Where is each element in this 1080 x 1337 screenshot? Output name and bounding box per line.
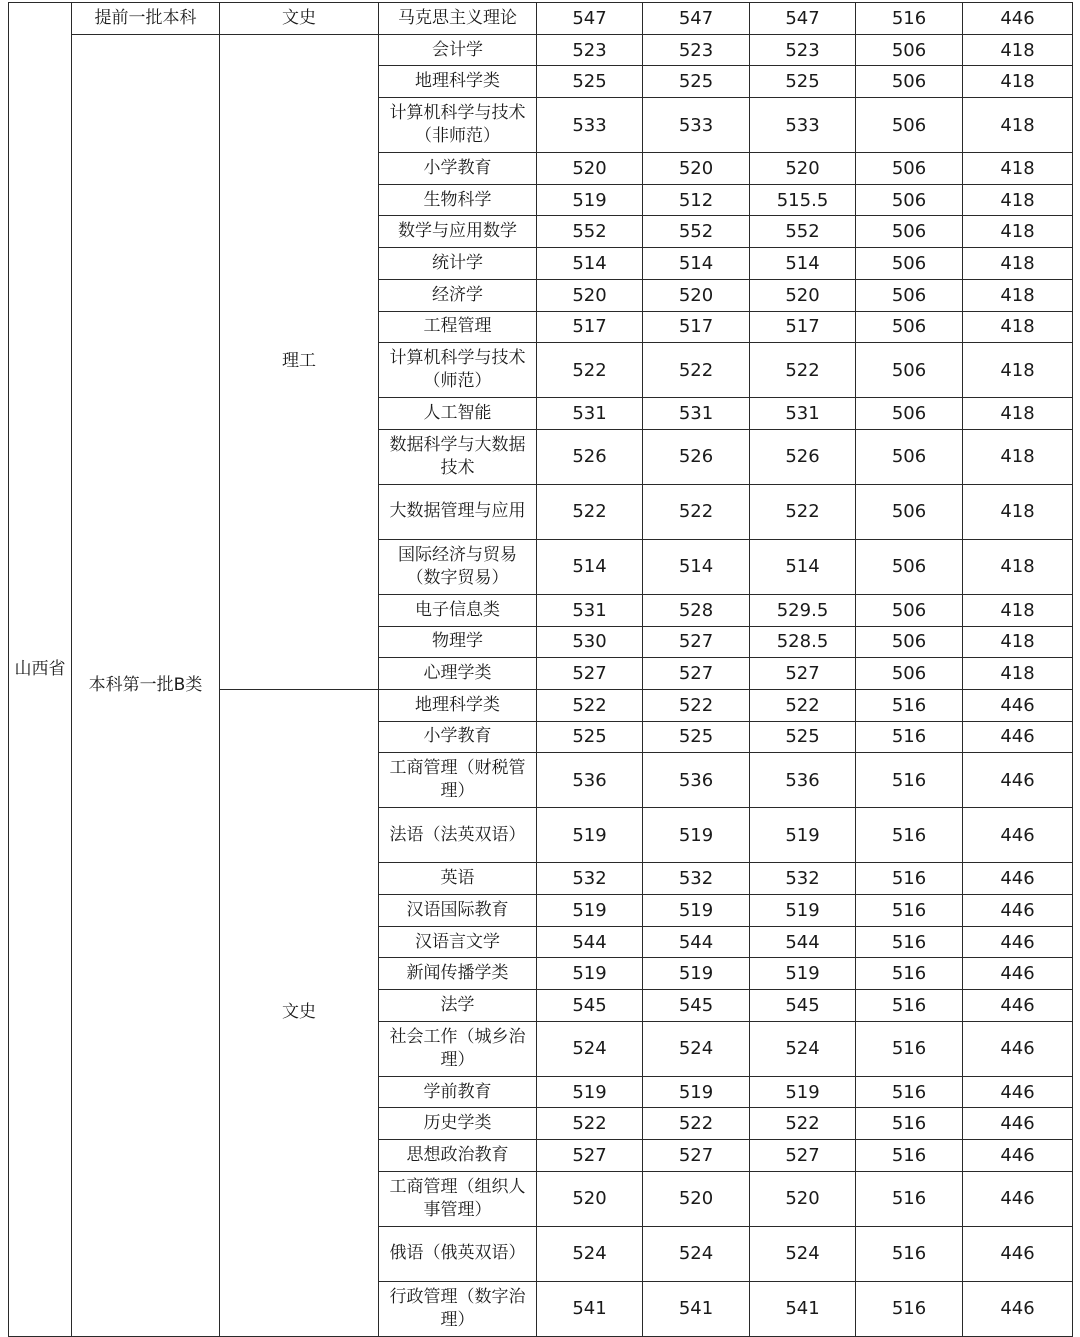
score-col-1: 531: [537, 594, 643, 626]
score-col-5: 418: [963, 248, 1073, 280]
score-col-1: 533: [537, 98, 643, 153]
score-col-1: 522: [537, 1108, 643, 1140]
score-col-3: 533: [750, 98, 856, 153]
score-col-4: 506: [856, 248, 963, 280]
score-col-1: 522: [537, 484, 643, 539]
score-col-5: 446: [963, 721, 1073, 753]
province-cell: 山西省: [9, 3, 72, 1337]
score-col-2: 522: [643, 343, 750, 398]
score-col-5: 418: [963, 153, 1073, 185]
score-col-4: 506: [856, 311, 963, 343]
score-col-2: 527: [643, 658, 750, 690]
score-col-1: 519: [537, 958, 643, 990]
score-col-5: 446: [963, 3, 1073, 35]
score-col-1: 519: [537, 808, 643, 863]
score-col-4: 506: [856, 658, 963, 690]
score-col-3: 515.5: [750, 184, 856, 216]
score-col-3: 520: [750, 279, 856, 311]
major-cell: 新闻传播学类: [379, 958, 537, 990]
score-col-3: 541: [750, 1281, 856, 1336]
score-col-1: 524: [537, 1226, 643, 1281]
score-col-3: 528.5: [750, 626, 856, 658]
score-col-2: 527: [643, 626, 750, 658]
score-col-3: 519: [750, 808, 856, 863]
score-col-1: 517: [537, 311, 643, 343]
major-cell: 统计学: [379, 248, 537, 280]
score-col-2: 531: [643, 398, 750, 430]
score-col-5: 418: [963, 279, 1073, 311]
score-col-4: 506: [856, 594, 963, 626]
score-col-4: 516: [856, 1171, 963, 1226]
major-cell: 电子信息类: [379, 594, 537, 626]
score-col-1: 545: [537, 990, 643, 1022]
score-col-4: 506: [856, 343, 963, 398]
major-cell: 地理科学类: [379, 66, 537, 98]
score-col-2: 532: [643, 863, 750, 895]
score-col-5: 418: [963, 594, 1073, 626]
score-col-2: 525: [643, 721, 750, 753]
score-col-5: 418: [963, 216, 1073, 248]
major-cell: 人工智能: [379, 398, 537, 430]
major-cell: 工商管理（财税管理）: [379, 753, 537, 808]
score-col-3: 525: [750, 721, 856, 753]
score-col-3: 524: [750, 1021, 856, 1076]
major-cell: 数据科学与大数据技术: [379, 429, 537, 484]
score-col-4: 516: [856, 3, 963, 35]
score-col-3: 527: [750, 1140, 856, 1172]
score-col-1: 514: [537, 539, 643, 594]
score-col-4: 506: [856, 216, 963, 248]
score-col-1: 526: [537, 429, 643, 484]
score-col-3: 519: [750, 895, 856, 927]
score-col-2: 536: [643, 753, 750, 808]
score-col-1: 522: [537, 343, 643, 398]
major-cell: 国际经济与贸易（数字贸易）: [379, 539, 537, 594]
score-col-1: 514: [537, 248, 643, 280]
score-col-4: 516: [856, 863, 963, 895]
score-col-4: 516: [856, 689, 963, 721]
score-col-2: 520: [643, 279, 750, 311]
major-cell: 地理科学类: [379, 689, 537, 721]
score-col-4: 506: [856, 279, 963, 311]
score-col-5: 446: [963, 1281, 1073, 1336]
score-col-4: 506: [856, 429, 963, 484]
score-col-4: 516: [856, 808, 963, 863]
score-col-5: 446: [963, 1108, 1073, 1140]
score-col-5: 446: [963, 1021, 1073, 1076]
score-col-5: 418: [963, 34, 1073, 66]
score-col-4: 516: [856, 990, 963, 1022]
score-col-3: 536: [750, 753, 856, 808]
score-col-5: 418: [963, 484, 1073, 539]
score-col-3: 517: [750, 311, 856, 343]
major-cell: 数学与应用数学: [379, 216, 537, 248]
score-col-2: 517: [643, 311, 750, 343]
major-cell: 学前教育: [379, 1076, 537, 1108]
major-cell: 计算机科学与技术（非师范）: [379, 98, 537, 153]
score-col-2: 544: [643, 926, 750, 958]
score-col-3: 532: [750, 863, 856, 895]
major-cell: 心理学类: [379, 658, 537, 690]
score-col-5: 418: [963, 429, 1073, 484]
score-col-3: 522: [750, 1108, 856, 1140]
score-col-1: 520: [537, 279, 643, 311]
score-col-5: 446: [963, 1171, 1073, 1226]
score-col-3: 531: [750, 398, 856, 430]
score-col-5: 446: [963, 895, 1073, 927]
score-col-3: 545: [750, 990, 856, 1022]
score-col-5: 446: [963, 1140, 1073, 1172]
score-col-3: 552: [750, 216, 856, 248]
score-col-5: 418: [963, 184, 1073, 216]
score-col-5: 446: [963, 958, 1073, 990]
score-col-3: 520: [750, 153, 856, 185]
batch-cell: 提前一批本科: [72, 3, 220, 35]
score-col-3: 547: [750, 3, 856, 35]
score-col-2: 514: [643, 539, 750, 594]
score-col-3: 522: [750, 689, 856, 721]
score-col-5: 446: [963, 689, 1073, 721]
score-col-2: 528: [643, 594, 750, 626]
major-cell: 小学教育: [379, 153, 537, 185]
table-row: [9, 34, 1073, 66]
major-cell: 经济学: [379, 279, 537, 311]
score-col-1: 531: [537, 398, 643, 430]
score-col-4: 516: [856, 1140, 963, 1172]
score-col-5: 418: [963, 66, 1073, 98]
score-col-1: 519: [537, 895, 643, 927]
score-col-5: 418: [963, 98, 1073, 153]
score-col-4: 516: [856, 1226, 963, 1281]
score-col-3: 527: [750, 658, 856, 690]
major-cell: 工商管理（组织人事管理）: [379, 1171, 537, 1226]
score-col-2: 527: [643, 1140, 750, 1172]
score-col-1: 547: [537, 3, 643, 35]
major-cell: 会计学: [379, 34, 537, 66]
score-col-1: 522: [537, 689, 643, 721]
score-col-1: 527: [537, 1140, 643, 1172]
major-cell: 法语（法英双语）: [379, 808, 537, 863]
major-cell: 英语: [379, 863, 537, 895]
major-cell: 小学教育: [379, 721, 537, 753]
score-col-4: 506: [856, 626, 963, 658]
score-col-5: 446: [963, 863, 1073, 895]
score-col-1: 519: [537, 184, 643, 216]
score-col-2: 541: [643, 1281, 750, 1336]
score-col-4: 516: [856, 958, 963, 990]
score-col-4: 516: [856, 1021, 963, 1076]
score-col-5: 446: [963, 808, 1073, 863]
major-cell: 俄语（俄英双语）: [379, 1226, 537, 1281]
score-col-5: 446: [963, 1076, 1073, 1108]
score-col-1: 525: [537, 721, 643, 753]
score-col-2: 522: [643, 1108, 750, 1140]
score-col-3: 514: [750, 248, 856, 280]
score-col-4: 506: [856, 153, 963, 185]
score-col-2: 547: [643, 3, 750, 35]
score-col-5: 418: [963, 539, 1073, 594]
score-col-4: 516: [856, 1076, 963, 1108]
score-col-2: 524: [643, 1021, 750, 1076]
major-cell: 法学: [379, 990, 537, 1022]
score-col-4: 506: [856, 98, 963, 153]
score-col-4: 506: [856, 34, 963, 66]
score-col-2: 525: [643, 66, 750, 98]
score-col-1: 544: [537, 926, 643, 958]
subject-cell: 文史: [220, 3, 379, 35]
score-col-2: 545: [643, 990, 750, 1022]
score-col-1: 552: [537, 216, 643, 248]
score-col-5: 418: [963, 343, 1073, 398]
major-cell: 社会工作（城乡治理）: [379, 1021, 537, 1076]
score-col-5: 446: [963, 926, 1073, 958]
subject-cell: 理工: [220, 34, 379, 689]
score-col-1: 524: [537, 1021, 643, 1076]
score-col-3: 526: [750, 429, 856, 484]
major-cell: 行政管理（数字治理）: [379, 1281, 537, 1336]
score-col-4: 506: [856, 398, 963, 430]
score-col-3: 529.5: [750, 594, 856, 626]
major-cell: 思想政治教育: [379, 1140, 537, 1172]
score-col-2: 519: [643, 1076, 750, 1108]
major-cell: 物理学: [379, 626, 537, 658]
score-col-4: 516: [856, 895, 963, 927]
score-col-2: 519: [643, 958, 750, 990]
major-cell: 历史学类: [379, 1108, 537, 1140]
score-col-3: 522: [750, 484, 856, 539]
table-row: [9, 3, 1073, 35]
score-col-3: 525: [750, 66, 856, 98]
score-col-5: 446: [963, 990, 1073, 1022]
score-col-1: 519: [537, 1076, 643, 1108]
score-col-1: 520: [537, 153, 643, 185]
major-cell: 大数据管理与应用: [379, 484, 537, 539]
score-col-3: 520: [750, 1171, 856, 1226]
score-col-3: 524: [750, 1226, 856, 1281]
score-col-1: 525: [537, 66, 643, 98]
major-cell: 生物科学: [379, 184, 537, 216]
score-col-2: 533: [643, 98, 750, 153]
score-col-4: 506: [856, 66, 963, 98]
subject-cell: 文史: [220, 689, 379, 1336]
score-col-1: 532: [537, 863, 643, 895]
score-col-3: 514: [750, 539, 856, 594]
major-cell: 汉语国际教育: [379, 895, 537, 927]
score-col-5: 418: [963, 398, 1073, 430]
score-col-1: 536: [537, 753, 643, 808]
score-col-4: 516: [856, 926, 963, 958]
score-col-5: 418: [963, 626, 1073, 658]
score-table: [8, 2, 1073, 1337]
score-col-4: 506: [856, 539, 963, 594]
score-col-1: 527: [537, 658, 643, 690]
score-col-2: 522: [643, 484, 750, 539]
score-col-2: 523: [643, 34, 750, 66]
score-col-4: 516: [856, 721, 963, 753]
score-col-1: 523: [537, 34, 643, 66]
score-col-1: 520: [537, 1171, 643, 1226]
score-col-4: 516: [856, 1108, 963, 1140]
score-col-3: 519: [750, 958, 856, 990]
score-col-2: 524: [643, 1226, 750, 1281]
score-col-3: 544: [750, 926, 856, 958]
major-cell: 工程管理: [379, 311, 537, 343]
score-col-3: 522: [750, 343, 856, 398]
score-col-1: 541: [537, 1281, 643, 1336]
score-col-4: 506: [856, 184, 963, 216]
score-col-2: 520: [643, 153, 750, 185]
major-cell: 马克思主义理论: [379, 3, 537, 35]
score-col-4: 506: [856, 484, 963, 539]
score-col-2: 526: [643, 429, 750, 484]
score-col-2: 552: [643, 216, 750, 248]
score-col-2: 514: [643, 248, 750, 280]
score-col-2: 512: [643, 184, 750, 216]
batch-cell: 本科第一批B类: [72, 34, 220, 1336]
score-col-5: 418: [963, 658, 1073, 690]
score-col-2: 519: [643, 808, 750, 863]
score-col-5: 446: [963, 1226, 1073, 1281]
score-col-1: 530: [537, 626, 643, 658]
score-col-5: 418: [963, 311, 1073, 343]
score-col-2: 520: [643, 1171, 750, 1226]
major-cell: 汉语言文学: [379, 926, 537, 958]
score-col-2: 522: [643, 689, 750, 721]
score-col-4: 516: [856, 1281, 963, 1336]
score-col-4: 516: [856, 753, 963, 808]
major-cell: 计算机科学与技术（师范）: [379, 343, 537, 398]
score-col-3: 523: [750, 34, 856, 66]
score-col-3: 519: [750, 1076, 856, 1108]
score-col-5: 446: [963, 753, 1073, 808]
score-col-2: 519: [643, 895, 750, 927]
